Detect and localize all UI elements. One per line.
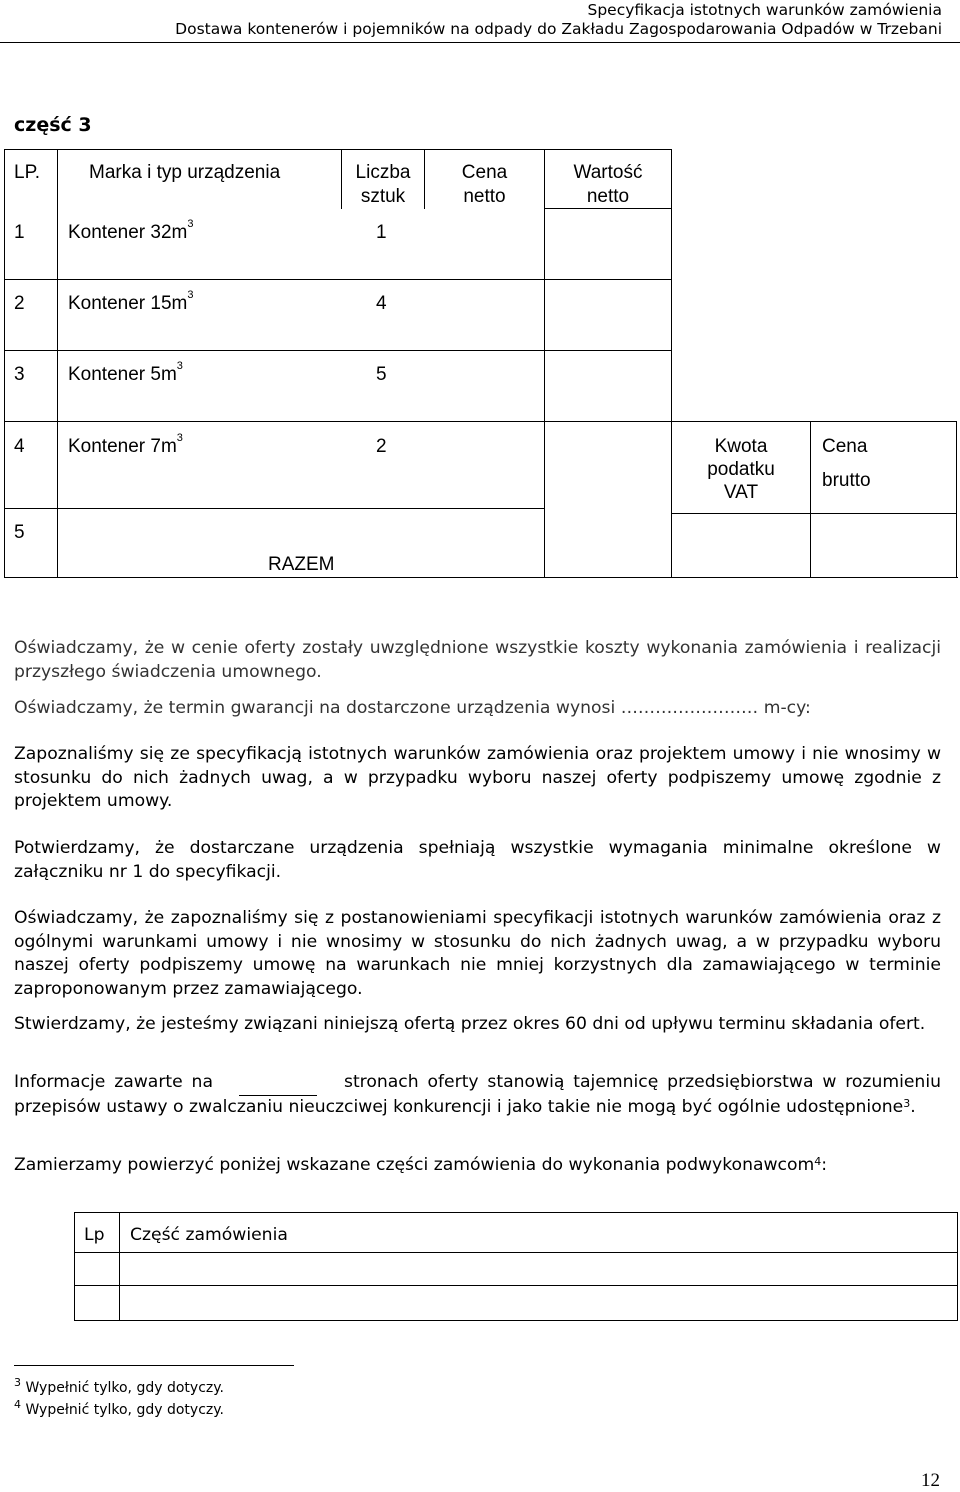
row-5-lp: 5 — [14, 522, 25, 543]
th-liczba-1: Liczba — [355, 162, 411, 183]
kwota-vat-2: podatku — [707, 459, 775, 480]
th-marka: Marka i typ urządzenia — [89, 162, 281, 183]
footnote-3: $^3$ Wypełnić tylko, gdy dotyczy. — [14, 1376, 224, 1396]
header-subject: Dostawa kontenerów i pojemników na odpady do Zakładu Zagospodarowania Odpadów w Trzebani — [175, 20, 942, 38]
sub-row-1-lp-cell — [74, 1252, 120, 1286]
kwota-vat-3: VAT — [723, 482, 759, 503]
sub-th-lp: Lp — [84, 1225, 105, 1245]
th-wartosc-1: Wartość — [573, 162, 643, 183]
page-number: 12 — [921, 1470, 940, 1491]
row-4-name: Kontener $7m^3$ — [68, 432, 183, 457]
row-1-name: Kontener $32m^3$ — [68, 218, 194, 243]
table-bottom-border — [4, 577, 958, 578]
footnote-separator — [14, 1365, 294, 1366]
kwota-vat-1: Kwota — [714, 436, 768, 457]
table-row-divider — [4, 508, 545, 509]
row-4-lp: 4 — [14, 436, 25, 457]
row-3-qty: 5 — [376, 364, 387, 385]
statement-binding-period: Stwierdzamy, że jesteśmy związani niniejszą ofertą przez okres 60 dni od upływu terminu składania ofert. — [14, 1014, 926, 1034]
header-spec-title: Specyfikacja istotnych warunków zamówienia — [587, 1, 942, 19]
trade-secret-pages-blank — [239, 1071, 317, 1096]
row-2-qty: 4 — [376, 293, 387, 314]
table-col-divider — [544, 208, 545, 578]
header-rule — [0, 42, 960, 43]
cena-brutto-2: brutto — [822, 470, 871, 491]
th-liczba-2: sztuk — [360, 186, 406, 207]
th-cena-1: Cena — [461, 162, 508, 183]
statement-spec-accepted: Zapoznaliśmy się ze specyfikacją istotnych warunków zamówienia oraz projektem umowy i nie wnosimy w stosunku do nich żadnych uwag, a w przypadku wyboru naszej oferty podpiszemy umowę zgodnie z projektem umowy. — [14, 744, 941, 811]
th-cena-2: netto — [463, 186, 506, 207]
footnote-4: $^4$ Wypełnić tylko, gdy dotyczy. — [14, 1398, 224, 1418]
statement-requirements: Potwierdzamy, że dostarczane urządzenia spełniają wszystkie wymagania minimalne określone w załączniku nr 1 do specyfikacji. — [14, 838, 941, 882]
table-row-divider — [4, 350, 672, 351]
row-3-name: Kontener $5m^3$ — [68, 360, 183, 385]
razem-label: RAZEM — [268, 554, 335, 575]
part-title: część 3 — [14, 114, 92, 136]
cena-brutto-1: Cena — [822, 436, 868, 457]
row-1-lp: 1 — [14, 222, 25, 243]
table-col-divider — [671, 208, 672, 422]
sub-th-czesc: Część zamówienia — [130, 1225, 288, 1245]
statement-price-costs: Oświadczamy, że w cenie oferty zostały uwzględnione wszystkie koszty wykonania zamówienia i realizacji przyszłego świadczenia umownego. — [14, 638, 941, 682]
table-row-divider — [672, 513, 957, 514]
statement-trade-secret: Informacje zawarte na stronach oferty stanowią tajemnicę przedsiębiorstwa w rozumieniu przepisów ustawy o zwalczaniu nieuczciwej konkurencji i jako takie nie mogą być ogólnie udostępnione$^3$. — [14, 1072, 941, 1117]
row-3-lp: 3 — [14, 364, 25, 385]
row-2-name: Kontener $15m^3$ — [68, 289, 194, 314]
table-col-divider — [57, 208, 58, 578]
table-row-divider — [4, 421, 957, 422]
table-row-divider — [4, 279, 672, 280]
table-right-border — [956, 421, 957, 578]
row-1-qty: 1 — [376, 222, 387, 243]
sub-row-1-czesc-cell — [119, 1252, 958, 1286]
th-lp: LP. — [14, 162, 41, 183]
row-2-lp: 2 — [14, 293, 25, 314]
th-wartosc-2: netto — [586, 186, 630, 207]
statement-contract-terms: Oświadczamy, że zapoznaliśmy się z postanowieniami specyfikacji istotnych warunków zamówienia oraz z ogólnymi warunkami umowy i nie wnosimy w stosunku do nich żadnych uwag, a w przypadku wyboru naszej oferty podpiszemy umowę na warunkach nie mniej korzystnych dla zamawiającego w terminie zaproponowanym przez zamawiającego. — [14, 908, 941, 999]
statement-subcontractors: Zamierzamy powierzyć poniżej wskazane części zamówienia do wykonania podwykonawcom$^4$: — [14, 1155, 828, 1175]
row-4-qty: 2 — [376, 436, 387, 457]
table-left-border — [4, 208, 5, 578]
table-col-divider — [810, 421, 811, 578]
sub-row-2-lp-cell — [74, 1285, 120, 1321]
statement-warranty: Oświadczamy, że termin gwarancji na dostarczone urządzenia wynosi …………………… m-cy: — [14, 698, 811, 718]
sub-row-2-czesc-cell — [119, 1285, 958, 1321]
